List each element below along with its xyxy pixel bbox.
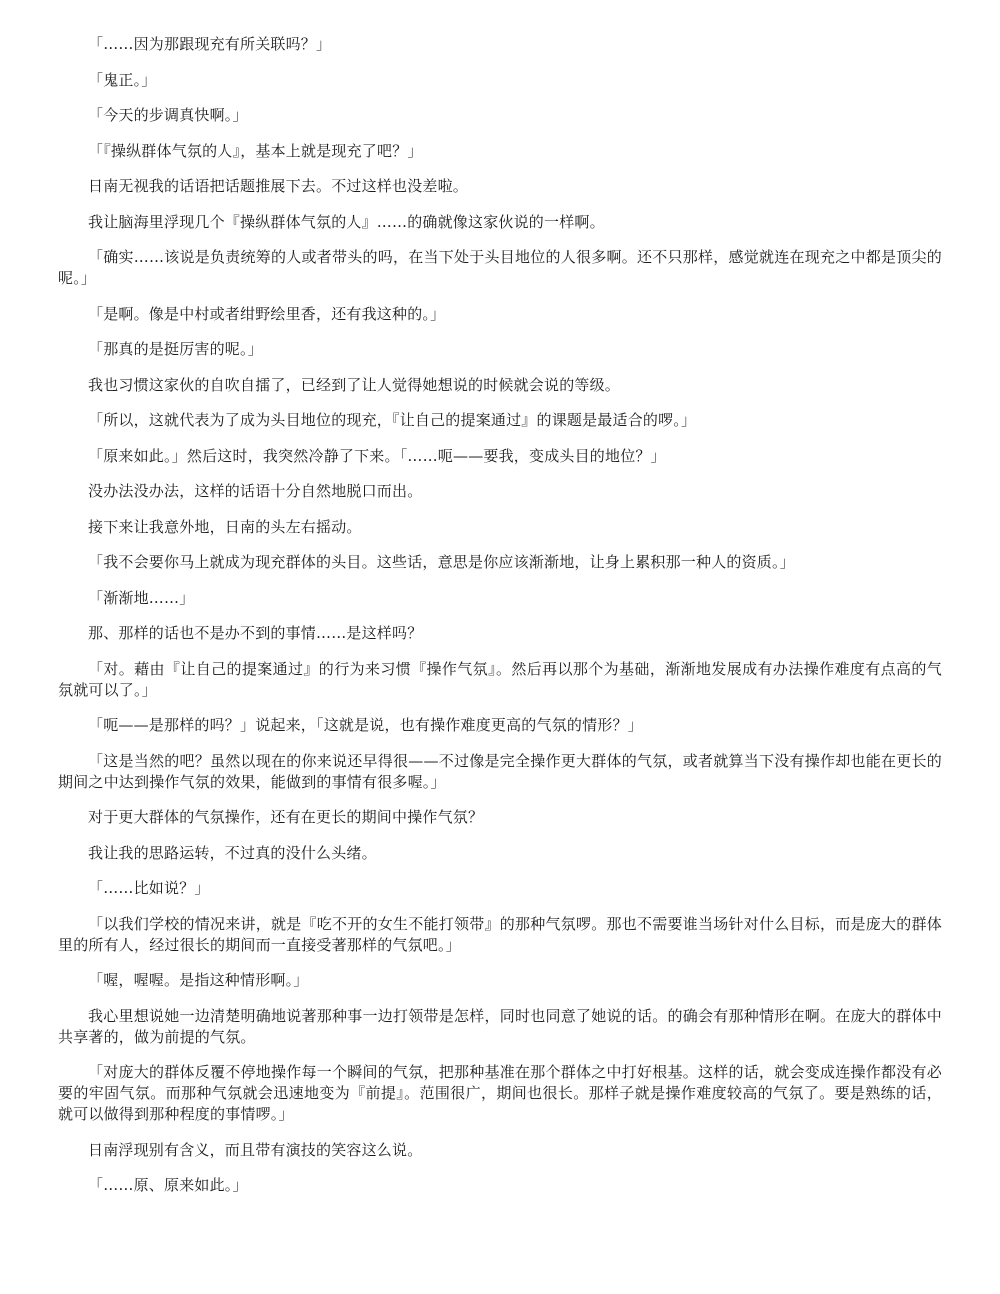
- paragraph: 「呃——是那样的吗？」说起来，「这就是说，也有操作难度更高的气氛的情形？」: [88, 716, 643, 734]
- paragraph: 对于更大群体的气氛操作，还有在更长的期间中操作气氛？: [88, 808, 484, 826]
- paragraph: 我也习惯这家伙的自吹自擂了，已经到了让人觉得她想说的时候就会说的等级。: [88, 375, 621, 394]
- paragraph: 「今天的步调真快啊。」: [88, 106, 248, 124]
- paragraph: 我让我的思路运转，不过真的没什么头绪。: [88, 843, 377, 862]
- paragraph: 「渐渐地……」: [88, 588, 195, 607]
- paragraph: 「那真的是挺厉害的呢。」: [88, 340, 263, 358]
- paragraph: 「……原、原来如此。」: [88, 1176, 248, 1194]
- paragraph: 日南无视我的话语把话题推展下去。不过这样也没差啦。: [88, 177, 469, 195]
- document-page: [58, 34, 942, 1211]
- paragraph: 「以我们学校的情况来讲，就是『吃不开的女生不能打领带』的那种气氛啰。那也不需要谁当场针对什么目标，而是庞大的群体里的所有人，经过很长的期间而一直接受著那样的气氛吧。」: [58, 914, 942, 954]
- paragraph: 「原来如此。」然后这时，我突然冷静了下来。「……呃——要我，变成头目的地位？」: [88, 446, 666, 465]
- paragraph: 「对庞大的群体反覆不停地操作每一个瞬间的气氛，把那种基准在那个群体之中打好根基。这样的话，就会变成连操作都没有必要的牢固气氛。而那种气氛就会迅速地变为『前提』。范围很广，期间也很长。那样子就是操作难度较高的气氛了。要是熟练的话，就可以做得到那种程度的事情啰。」: [58, 1063, 942, 1123]
- paragraph: 「喔，喔喔。是指这种情形啊。」: [88, 971, 309, 989]
- paragraph: 接下来让我意外地，日南的头左右摇动。: [88, 517, 362, 536]
- paragraph: 我让脑海里浮现几个『操纵群体气氛的人』……的确就像这家伙说的一样啊。: [88, 212, 605, 231]
- paragraph: 那、那样的话也不是办不到的事情……是这样吗？: [88, 624, 423, 642]
- paragraph: 「我不会要你马上就成为现充群体的头目。这些话，意思是你应该渐渐地，让身上累积那一种人的资质。」: [88, 553, 795, 571]
- paragraph: 「……因为那跟现充有所关联吗？」: [88, 35, 332, 53]
- paragraph: 「是啊。像是中村或者绀野绘里香，还有我这种的。」: [88, 304, 446, 323]
- paragraph: 「……比如说？」: [88, 879, 210, 897]
- paragraph: 「这是当然的吧？虽然以现在的你来说还早得很——不过像是完全操作更大群体的气氛，或者就算当下没有操作却也能在更长的期间之中达到操作气氛的效果，能做到的事情有很多喔。」: [58, 751, 942, 791]
- paragraph: 「鬼正。」: [88, 70, 157, 89]
- paragraph: 「对。藉由『让自己的提案通过』的行为来习惯『操作气氛』。然后再以那个为基础，渐渐地发展成有办法操作难度有点高的气氛就可以了。」: [58, 659, 942, 699]
- paragraph: 日南浮现别有含义，而且带有演技的笑容这么说。: [88, 1140, 423, 1159]
- paragraph: 「『操纵群体气氛的人』，基本上就是现充了吧？」: [88, 141, 423, 160]
- paragraph: 「所以，这就代表为了成为头目地位的现充，『让自己的提案通过』的课题是最适合的啰。」: [88, 411, 697, 429]
- paragraph: 没办法没办法，这样的话语十分自然地脱口而出。: [88, 482, 423, 500]
- paragraph: 「确实……该说是负责统筹的人或者带头的吗，在当下处于头目地位的人很多啊。还不只那样，感觉就连在现充之中都是顶尖的呢。」: [58, 248, 942, 287]
- paragraph: 我心里想说她一边清楚明确地说著那种事一边打领带是怎样，同时也同意了她说的话。的确会有那种情形在啊。在庞大的群体中共享著的，做为前提的气氛。: [58, 1006, 942, 1046]
